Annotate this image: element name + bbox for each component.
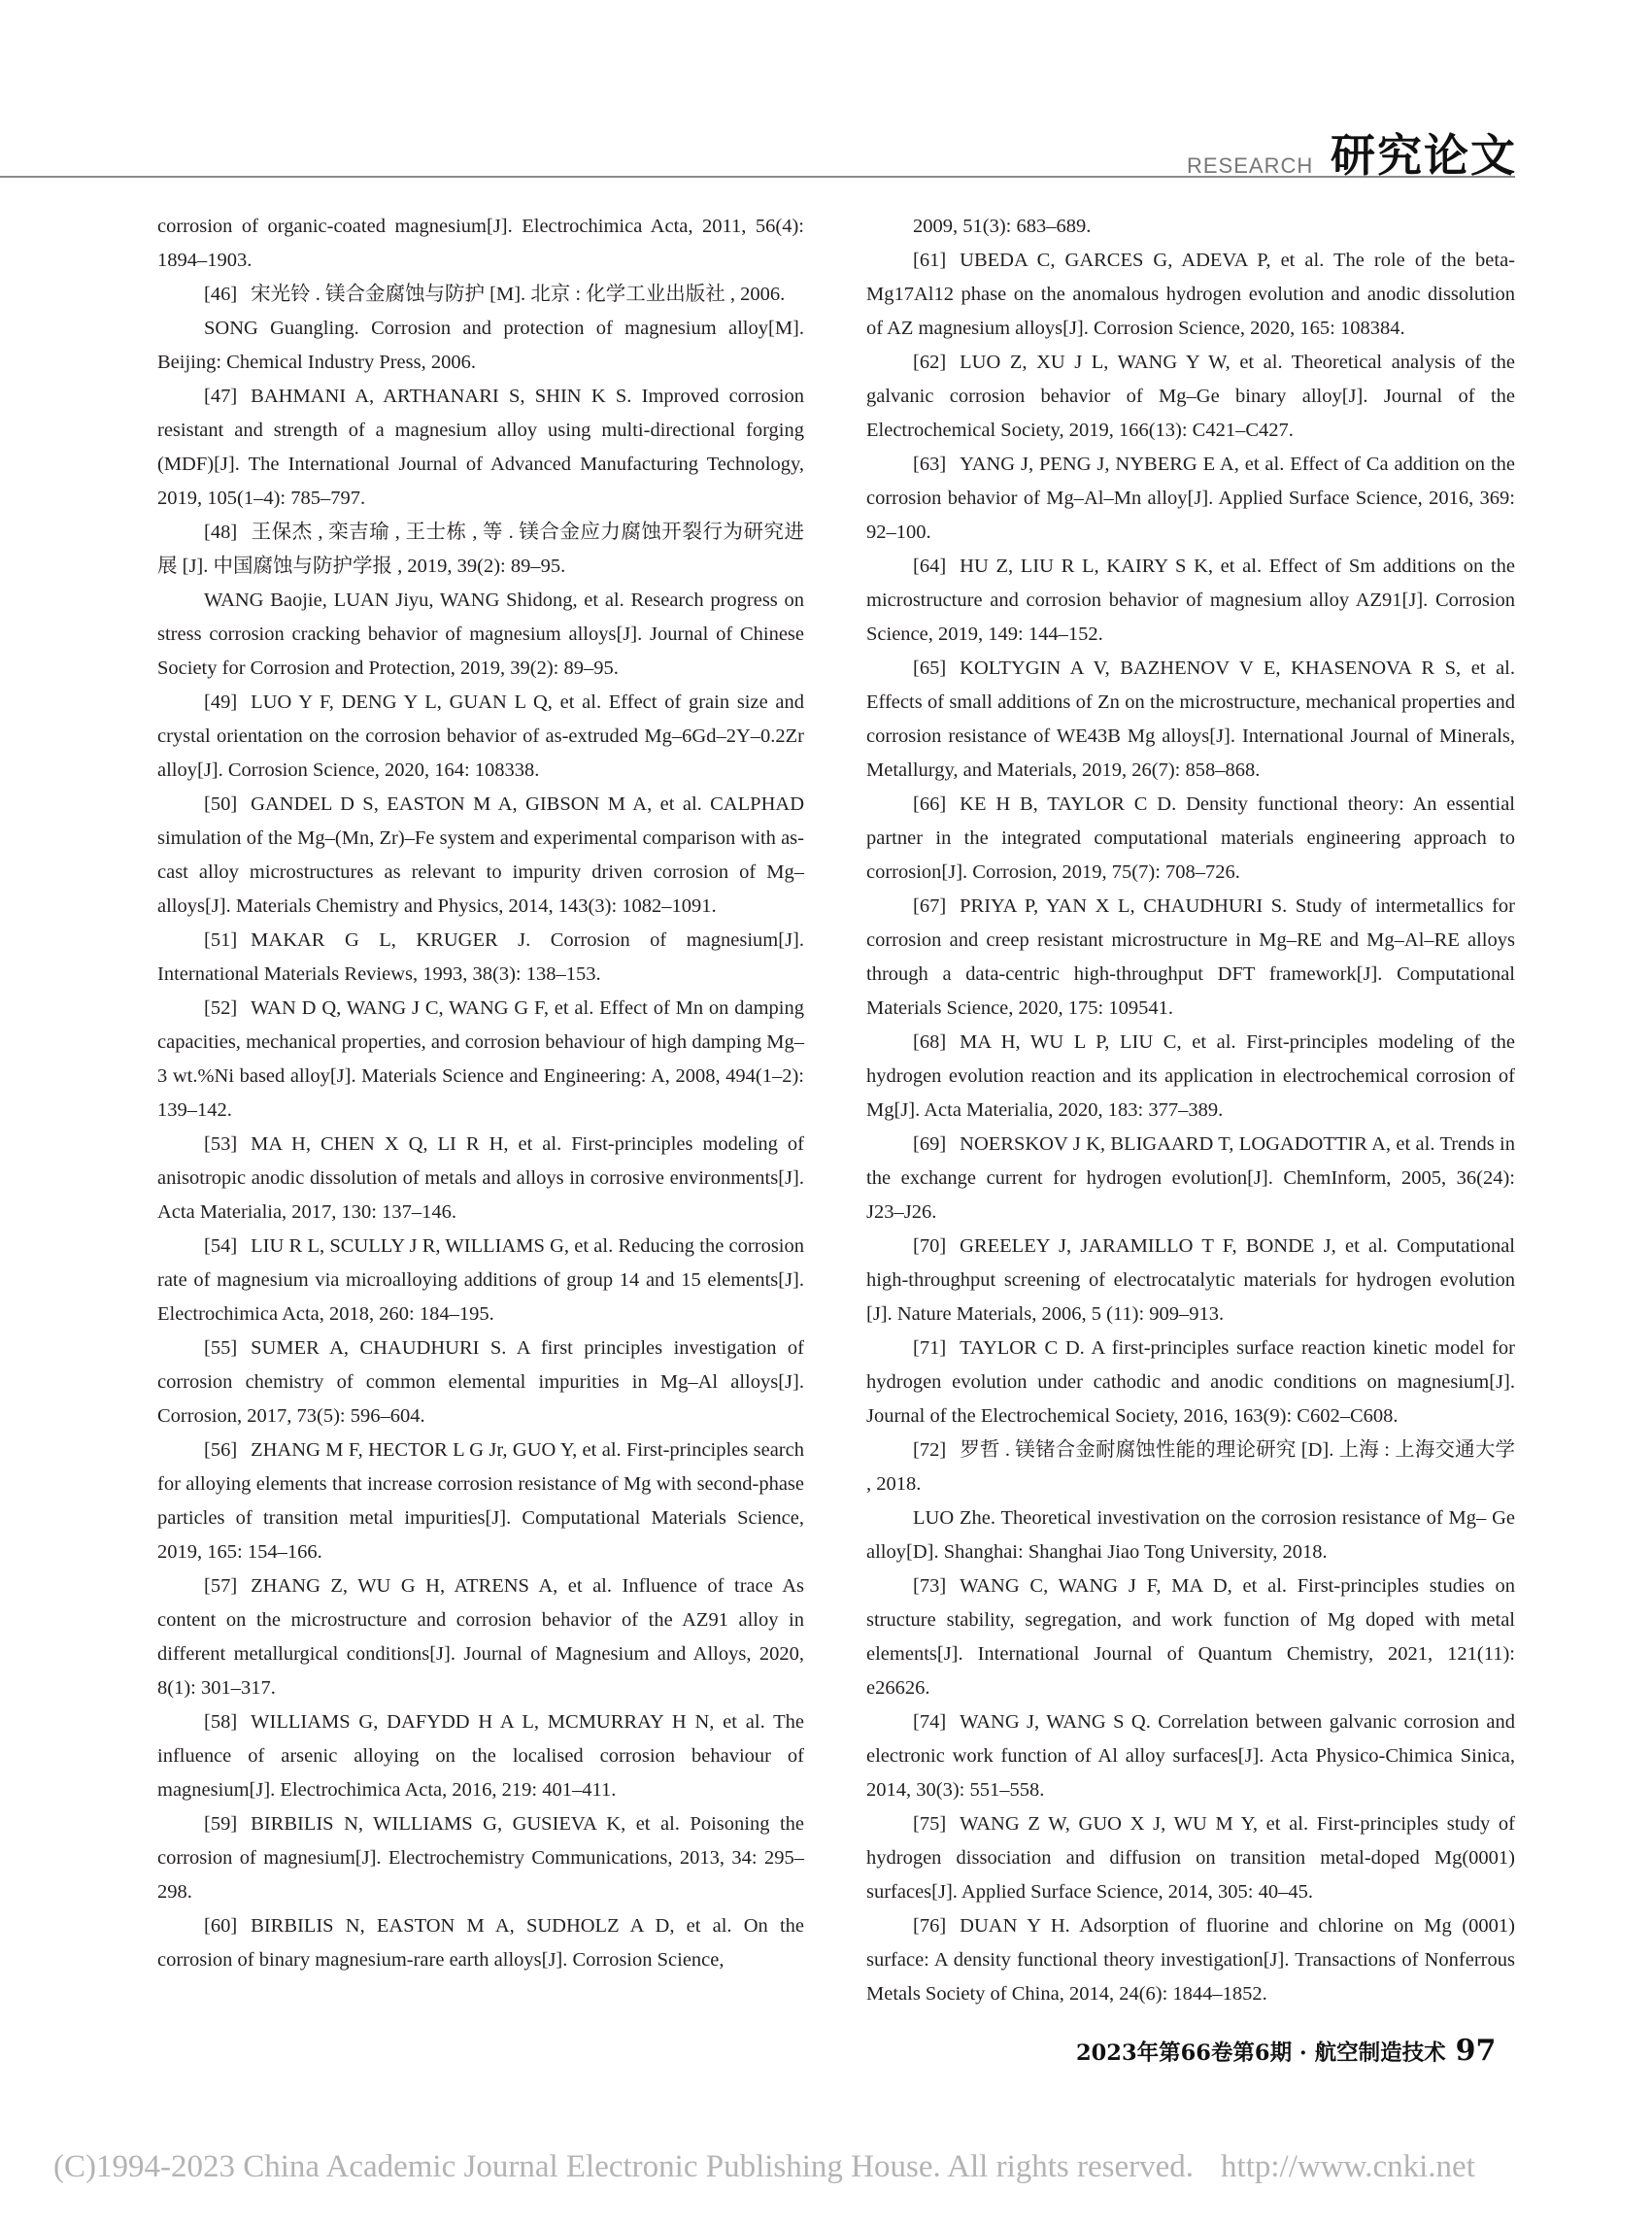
reference-number: [59] (204, 1813, 238, 1835)
reference-entry (157, 1807, 804, 1909)
reference-text: MA H, CHEN X Q, LI R H, et al. First-principles modeling of anisotropic anodic dissolution of metals and alloys in corrosive environments[J]. Acta Materialia, 2017, 130: 137–146. (157, 1133, 804, 1223)
reference-text: NOERSKOV J K, BLIGAARD T, LOGADOTTIR A, et al. Trends in the exchange current for hydrogen evolution[J]. ChemInform, 2005, 36(24): J23–J26. (866, 1133, 1515, 1223)
reference-number: [71] (913, 1337, 947, 1359)
reference-entry (157, 312, 804, 380)
reference-number: [70] (913, 1235, 947, 1257)
reference-number: [51] (204, 929, 238, 951)
reference-number: [57] (204, 1575, 238, 1597)
reference-entry (866, 1807, 1515, 1909)
reference-text: MAKAR G L, KRUGER J. Corrosion of magnesium[J]. International Materials Reviews, 1993, 38(3): 138–153. (157, 929, 804, 985)
reference-text: KOLTYGIN A V, BAZHENOV V E, KHASENOVA R S, et al. Effects of small additions of Zn on the microstructure, mechanical properties and corrosion resistance of WE43B Mg alloys[J]. International Journal of Minerals, Metallurgy, and Materials, 2019, 26(7): 858–868. (866, 658, 1515, 781)
reference-number: [49] (204, 691, 238, 713)
reference-text: PRIYA P, YAN X L, CHAUDHURI S. Study of intermetallics for corrosion and creep resistant microstructure in Mg–RE and Mg–Al–RE alloys through a data-centric high-throughput DFT framework[J]. Computational Materials Science, 2020, 175: 109541. (866, 895, 1515, 1019)
section-label-en: RESEARCH (1187, 153, 1314, 178)
reference-text: DUAN Y H. Adsorption of fluorine and chlorine on Mg (0001) surface: A density functional theory investigation[J]. Transactions of Nonferrous Metals Society of China, 2014, 24(6): 1844–1852. (866, 1915, 1515, 2005)
reference-text: GANDEL D S, EASTON M A, GIBSON M A, et al. CALPHAD simulation of the Mg–(Mn, Zr)–Fe system and experimental comparison with as-cast alloy microstructures as relevant to impurity driven corrosion of Mg–alloys[J]. Materials Chemistry and Physics, 2014, 143(3): 1082–1091. (157, 793, 804, 917)
reference-entry (157, 1433, 804, 1569)
reference-text: ZHANG Z, WU G H, ATRENS A, et al. Influence of trace As content on the microstructure and corrosion behavior of the AZ91 alloy in different metallurgical conditions[J]. Journal of Magnesium and Alloys, 2020, 8(1): 301–317. (157, 1575, 804, 1699)
reference-text: TAYLOR C D. A first-principles surface reaction kinetic model for hydrogen evolution under cathodic and anodic conditions on magnesium[J]. Journal of the Electrochemical Society, 2016, 163(9): C602–C608. (866, 1337, 1515, 1427)
reference-entry (157, 584, 804, 686)
reference-text: 2009, 51(3): 683–689. (913, 216, 1092, 237)
reference-entry (157, 1569, 804, 1705)
page-footer (1076, 2034, 1496, 2068)
journal-issue: 2023年第66卷第6期 · 航空制造技术 (1076, 2040, 1446, 2066)
reference-text: corrosion of organic-coated magnesium[J]. Electrochimica Acta, 2011, 56(4): 1894–1903. (157, 216, 804, 271)
reference-number: [61] (913, 250, 947, 271)
reference-text: MA H, WU L P, LIU C, et al. First-principles modeling of the hydrogen evolution reaction and its application in electrochemical corrosion of Mg[J]. Acta Materialia, 2020, 183: 377–389. (866, 1031, 1515, 1121)
reference-number: [53] (204, 1133, 238, 1155)
reference-text: 罗哲 . 镁锗合金耐腐蚀性能的理论研究 [D]. 上海 : 上海交通大学 , 2018. (866, 1439, 1515, 1495)
reference-entry (866, 244, 1515, 346)
reference-entry (157, 380, 804, 516)
reference-text: WANG J, WANG S Q. Correlation between galvanic corrosion and electronic work function of Al alloy surfaces[J]. Acta Physico-Chimica Sinica, 2014, 30(3): 551–558. (866, 1711, 1515, 1801)
reference-text: WANG Z W, GUO X J, WU M Y, et al. First-principles study of hydrogen dissociation and diffusion on transition metal-doped Mg(0001) surfaces[J]. Applied Surface Science, 2014, 305: 40–45. (866, 1813, 1515, 1903)
reference-text: GREELEY J, JARAMILLO T F, BONDE J, et al. Computational high-throughput screening of electrocatalytic materials for hydrogen evolution [J]. Nature Materials, 2006, 5 (11): 909–913. (866, 1235, 1515, 1325)
reference-text: 王保杰 , 栾吉瑜 , 王士栋 , 等 . 镁合金应力腐蚀开裂行为研究进展 [J]. 中国腐蚀与防护学报 , 2019, 39(2): 89–95. (157, 522, 804, 577)
section-label-cn: 研究论文 (1331, 129, 1517, 182)
reference-entry (157, 516, 804, 584)
reference-entry (866, 1501, 1515, 1569)
reference-text: BIRBILIS N, EASTON M A, SUDHOLZ A D, et al. On the corrosion of binary magnesium-rare earth alloys[J]. Corrosion Science, (157, 1915, 804, 1971)
reference-entry (866, 1230, 1515, 1332)
reference-number: [62] (913, 352, 947, 373)
reference-text: LUO Y F, DENG Y L, GUAN L Q, et al. Effect of grain size and crystal orientation on the corrosion behavior of as-extruded Mg–6Gd–2Y–0.2Zr alloy[J]. Corrosion Science, 2020, 164: 108338. (157, 691, 804, 781)
reference-entry (866, 788, 1515, 890)
reference-entry (157, 1230, 804, 1332)
reference-text: LUO Zhe. Theoretical investivation on the corrosion resistance of Mg– Ge alloy[D]. Shanghai: Shanghai Jiao Tong University, 2018. (866, 1507, 1515, 1563)
reference-text: SONG Guangling. Corrosion and protection of magnesium alloy[M]. Beijing: Chemical Industry Press, 2006. (157, 318, 804, 373)
page-number: 97 (1455, 2034, 1497, 2068)
copyright-notice (53, 2149, 1475, 2185)
reference-text: WANG C, WANG J F, MA D, et al. First-principles studies on structure stability, segregation, and work function of Mg doped with metal elements[J]. International Journal of Quantum Chemistry, 2021, 121(11): e26626. (866, 1575, 1515, 1699)
reference-entry (157, 1705, 804, 1807)
references-left-column (157, 210, 804, 1977)
reference-entry (866, 1909, 1515, 2011)
reference-entry (866, 890, 1515, 1026)
reference-text: BAHMANI A, ARTHANARI S, SHIN K S. Improved corrosion resistant and strength of a magnesium alloy using multi-directional forging (MDF)[J]. The International Journal of Advanced Manufacturing Technology, 2019, 105(1–4): 785–797. (157, 386, 804, 509)
reference-entry (866, 1026, 1515, 1128)
references-right-column (866, 210, 1515, 2011)
reference-text: ZHANG M F, HECTOR L G Jr, GUO Y, et al. First-principles search for alloying elements that increase corrosion resistance of Mg with second-phase particles of transition metal impurities[J]. Computational Materials Science, 2019, 165: 154–166. (157, 1439, 804, 1563)
reference-number: [58] (204, 1711, 238, 1733)
reference-number: [63] (913, 454, 947, 475)
reference-text: KE H B, TAYLOR C D. Density functional theory: An essential partner in the integrated computational materials engineering approach to corrosion[J]. Corrosion, 2019, 75(7): 708–726. (866, 793, 1515, 883)
reference-number: [55] (204, 1337, 238, 1359)
reference-text: LIU R L, SCULLY J R, WILLIAMS G, et al. Reducing the corrosion rate of magnesium via microalloying additions of group 14 and 15 elements[J]. Electrochimica Acta, 2018, 260: 184–195. (157, 1235, 804, 1325)
reference-text: UBEDA C, GARCES G, ADEVA P, et al. The role of the beta-Mg17Al12 phase on the anomalous hydrogen evolution and anodic dissolution of AZ magnesium alloys[J]. Corrosion Science, 2020, 165: 108384. (866, 250, 1515, 339)
reference-entry (866, 1128, 1515, 1230)
reference-entry (866, 1332, 1515, 1433)
reference-entry (866, 550, 1515, 652)
reference-number: [52] (204, 997, 238, 1019)
reference-entry (157, 1332, 804, 1433)
copyright-text: (C)1994-2023 China Academic Journal Electronic Publishing House. All rights reserved. (53, 2149, 1195, 2184)
reference-text: BIRBILIS N, WILLIAMS G, GUSIEVA K, et al. Poisoning the corrosion of magnesium[J]. Electrochemistry Communications, 2013, 34: 295–298. (157, 1813, 804, 1903)
reference-number: [64] (913, 556, 947, 577)
reference-entry (866, 1705, 1515, 1807)
reference-number: [56] (204, 1439, 238, 1461)
reference-entry (866, 1433, 1515, 1501)
reference-number: [47] (204, 386, 238, 407)
reference-entry (866, 210, 1515, 244)
reference-number: [60] (204, 1915, 238, 1937)
reference-text: WAN D Q, WANG J C, WANG G F, et al. Effect of Mn on damping capacities, mechanical properties, and corrosion behaviour of high damping Mg–3 wt.%Ni based alloy[J]. Materials Science and Engineering: A, 2008, 494(1–2): 139–142. (157, 997, 804, 1121)
copyright-url: http://www.cnki.net (1221, 2149, 1475, 2184)
reference-number: [74] (913, 1711, 947, 1733)
reference-text: WILLIAMS G, DAFYDD H A L, MCMURRAY H N, et al. The influence of arsenic alloying on the localised corrosion behaviour of magnesium[J]. Electrochimica Acta, 2016, 219: 401–411. (157, 1711, 804, 1801)
reference-text: HU Z, LIU R L, KAIRY S K, et al. Effect of Sm additions on the microstructure and corrosion behavior of magnesium alloy AZ91[J]. Corrosion Science, 2019, 149: 144–152. (866, 556, 1515, 645)
reference-entry (157, 788, 804, 924)
reference-text: LUO Z, XU J L, WANG Y W, et al. Theoretical analysis of the galvanic corrosion behavior of Mg–Ge binary alloy[J]. Journal of the Electrochemical Society, 2019, 166(13): C421–C427. (866, 352, 1515, 441)
reference-number: [67] (913, 895, 947, 917)
reference-entry (157, 1128, 804, 1230)
reference-entry (157, 686, 804, 788)
reference-entry (157, 210, 804, 278)
reference-number: [66] (913, 793, 947, 815)
reference-number: [50] (204, 793, 238, 815)
reference-text: YANG J, PENG J, NYBERG E A, et al. Effect of Ca addition on the corrosion behavior of Mg–Al–Mn alloy[J]. Applied Surface Science, 2016, 369: 92–100. (866, 454, 1515, 543)
reference-number: [73] (913, 1575, 947, 1597)
reference-number: [54] (204, 1235, 238, 1257)
reference-text: 宋光铃 . 镁合金腐蚀与防护 [M]. 北京 : 化学工业出版社 , 2006. (251, 284, 786, 305)
reference-number: [72] (913, 1439, 947, 1461)
reference-text: WANG Baojie, LUAN Jiyu, WANG Shidong, et al. Research progress on stress corrosion cracking behavior of magnesium alloys[J]. Journal of Chinese Society for Corrosion and Protection, 2019, 39(2): 89–95. (157, 590, 804, 679)
reference-number: [48] (204, 522, 238, 543)
reference-entry (157, 992, 804, 1128)
reference-number: [46] (204, 284, 238, 305)
reference-entry (157, 278, 804, 312)
reference-entry (157, 924, 804, 992)
reference-number: [69] (913, 1133, 947, 1155)
reference-number: [75] (913, 1813, 947, 1835)
reference-number: [65] (913, 658, 947, 679)
reference-number: [76] (913, 1915, 947, 1937)
reference-entry (157, 1909, 804, 1977)
reference-text: SUMER A, CHAUDHURI S. A first principles investigation of corrosion chemistry of common elemental impurities in Mg–Al alloys[J]. Corrosion, 2017, 73(5): 596–604. (157, 1337, 804, 1427)
reference-entry (866, 448, 1515, 550)
reference-entry (866, 346, 1515, 448)
reference-entry (866, 652, 1515, 788)
reference-entry (866, 1569, 1515, 1705)
reference-number: [68] (913, 1031, 947, 1053)
